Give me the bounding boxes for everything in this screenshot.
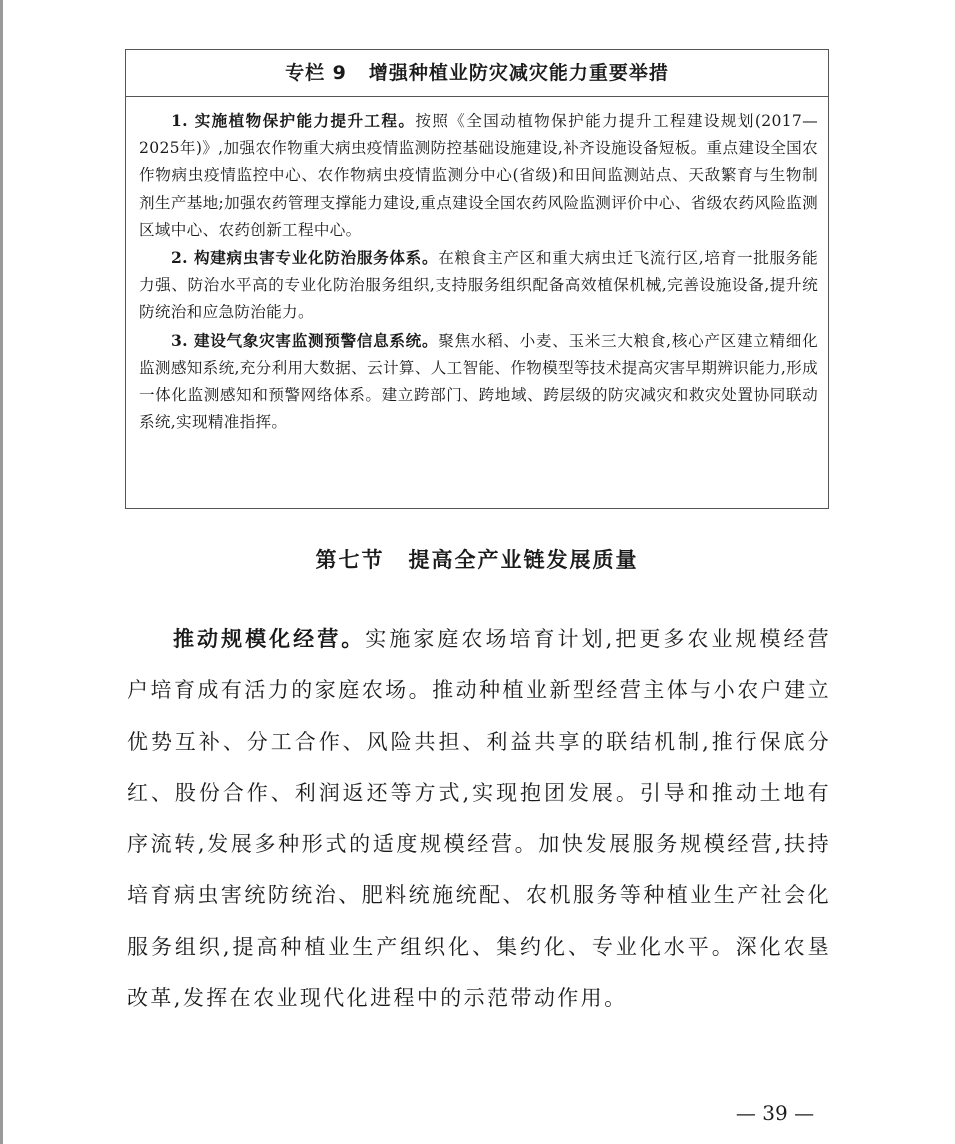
column-title: 增强种植业防灾减灾能力重要举措 bbox=[368, 62, 669, 84]
column-item-2-text: 在粮食主产区和重大病虫迁飞流行区,培育一批服务能力强、防治水平高的专业化防治服务组织,支持服务组织配备高效植保机械,完善设施设备,提升统防统治和应急防治能力。 bbox=[139, 249, 818, 322]
section-number: 第七节 bbox=[315, 548, 385, 572]
column-box bbox=[125, 49, 829, 509]
column-item-2-lead: 2. 构建病虫害专业化防治服务体系。 bbox=[171, 248, 439, 268]
body-paragraph-text: 实施家庭农场培育计划,把更多农业规模经营户培育成有活力的家庭农场。推动种植业新型经营主体与小农户建立优势互补、分工合作、风险共担、利益共享的联结机制,推行保底分红、股份合作、利润返还等方式,实现抱团发展。引导和推动土地有序流转,发展多种形式的适度规模经营。加快发展服务规模经营,扶持培育病虫害统防统治、肥料统施统配、农机服务等种植业生产社会化服务组织,提高种植业生产组织化、集约化、专业化水平。深化农垦改革,发挥在农业现代化进程中的示范带动作用。 bbox=[127, 627, 831, 1011]
column-item-3-text: 聚焦水稻、小麦、玉米三大粮食,核心产区建立精细化监测感知系统,充分利用大数据、云计算、人工智能、作物模型等技术提高灾害早期辨识能力,形成一体化监测感知和预警网络体系。建立跨部门、跨地域、跨层级的防灾减灾和救灾处置协同联动系统,实现精准指挥。 bbox=[139, 331, 818, 432]
column-item-3 bbox=[139, 327, 818, 437]
body-paragraph-lead: 推动规模化经营。 bbox=[173, 626, 366, 651]
section-heading bbox=[125, 544, 829, 576]
page-number: — 39 — bbox=[735, 1101, 815, 1125]
page-edge bbox=[0, 0, 3, 1144]
column-box-title bbox=[126, 50, 828, 97]
column-item-3-lead: 3. 建设气象灾害监测预警信息系统。 bbox=[171, 330, 439, 350]
column-item-2 bbox=[139, 244, 818, 327]
column-label: 专栏 9 bbox=[285, 62, 347, 84]
column-item-1-lead: 1. 实施植物保护能力提升工程。 bbox=[171, 111, 416, 130]
column-box-body bbox=[126, 97, 828, 436]
body-paragraph bbox=[127, 613, 831, 1024]
column-item-1 bbox=[139, 107, 818, 244]
column-item-1-text: 按照《全国动植物保护能力提升工程建设规划(2017—2025年)》,加强农作物重大病虫疫情监测防控基础设施建设,补齐设施设备短板。重点建设全国农作物病虫疫情监控中心、农作物病虫疫情监测分中心(省级)和田间监测站点、天敌繁育与生物制剂生产基地;加强农药管理支撑能力建设,重点建设全国农药风险监测评价中心、省级农药风险监测区域中心、农药创新工程中心。 bbox=[139, 112, 818, 239]
section-title: 提高全产业链发展质量 bbox=[408, 548, 639, 572]
